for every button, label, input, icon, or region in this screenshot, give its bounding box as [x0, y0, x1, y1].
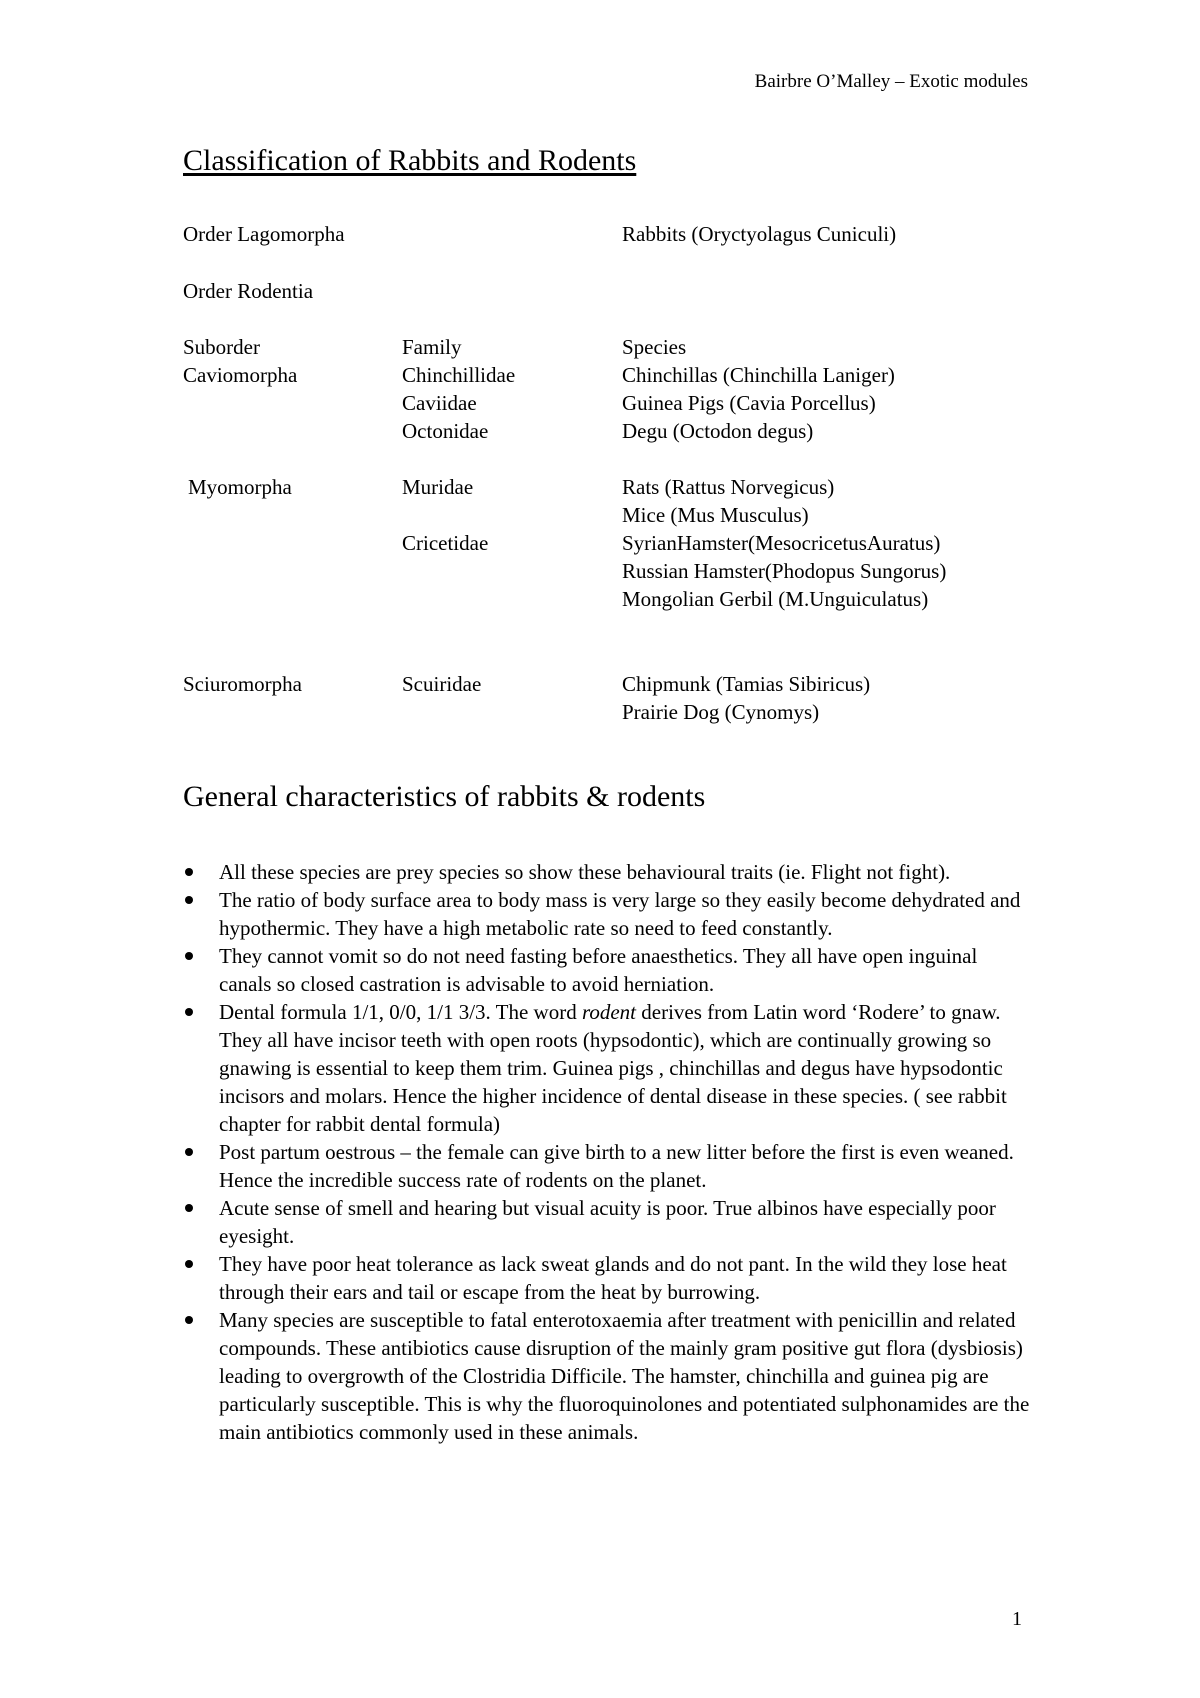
header-suborder: Suborder	[183, 335, 260, 359]
page-title: Classification of Rabbits and Rodents	[183, 144, 637, 177]
family-cell: Muridae	[402, 475, 474, 499]
order-rodentia-label: Order Rodentia	[183, 279, 314, 303]
bullet-icon	[185, 896, 193, 904]
page-number: 1	[1012, 1608, 1022, 1630]
list-item-text: All these species are prey species so show these behavioural traits (ie. Flight not fight).	[219, 860, 951, 884]
family-cell: Caviidae	[402, 391, 477, 415]
page-header: Bairbre O’Malley – Exotic modules	[754, 71, 1028, 92]
list-item	[183, 886, 1033, 942]
species-cell: Rats (Rattus Norvegicus)	[622, 475, 835, 499]
family-cell: Chinchillidae	[402, 363, 516, 387]
suborder-sciuromorpha: Sciuromorpha	[183, 672, 302, 696]
family-cell: Octonidae	[402, 419, 489, 443]
characteristics-list	[183, 858, 1033, 1446]
header-family: Family	[402, 335, 462, 359]
list-item	[183, 942, 1033, 998]
bullet-icon	[185, 1008, 193, 1016]
list-item-text: Post partum oestrous – the female can give birth to a new litter before the first is even weaned. Hence the incredible success rate of rodents on the planet.	[219, 1140, 1014, 1192]
list-item-text: Acute sense of smell and hearing but visual acuity is poor. True albinos have especially poor eyesight.	[219, 1196, 996, 1248]
species-cell: Prairie Dog (Cynomys)	[622, 700, 820, 724]
suborder-myomorpha: Myomorpha	[188, 475, 292, 499]
list-item	[183, 1194, 1033, 1250]
bullet-icon	[185, 1148, 193, 1156]
list-item-text: Many species are susceptible to fatal enterotoxaemia after treatment with penicillin and related compounds. These antibiotics cause disruption of the mainly gram positive gut flora (dysbiosis) leading to overgrowth of the Clostridia Difficile. The hamster, chinchilla and guinea pig are particularly susceptible. This is why the fluoroquinolones and potentiated sulphonamides are the main antibiotics commonly used in these animals.	[219, 1308, 1030, 1444]
list-item-text: They have poor heat tolerance as lack sweat glands and do not pant. In the wild they lose heat through their ears and tail or escape from the heat by burrowing.	[219, 1252, 1007, 1304]
bullet-icon	[185, 1260, 193, 1268]
emphasis-word: rodent	[581, 1000, 637, 1024]
suborder-caviomorpha: Caviomorpha	[183, 363, 298, 387]
order-lagomorpha-species: Rabbits (Oryctyolagus Cuniculi)	[622, 222, 897, 246]
species-cell: Guinea Pigs (Cavia Porcellus)	[622, 391, 876, 415]
bullet-icon	[185, 1204, 193, 1212]
bullet-icon	[185, 1316, 193, 1324]
section-heading: General characteristics of rabbits & rodents	[183, 780, 706, 813]
list-item-text-post: derives from Latin word ‘Rodere’ to gnaw. They all have incisor teeth with open roots (hypsodontic), which are continually growing so gnawing is essential to keep them trim. Guinea pigs , chinchillas and degus have hypsodontic incisors and molars. Hence the higher incidence of dental disease in these species. ( see rabbit chapter for rabbit dental formula)	[219, 1000, 1007, 1136]
list-item	[183, 1306, 1033, 1446]
family-cell: Cricetidae	[402, 531, 489, 555]
species-cell: Chinchillas (Chinchilla Laniger)	[622, 363, 895, 387]
list-item-text: They cannot vomit so do not need fasting before anaesthetics. They all have open inguinal canals so closed castration is advisable to avoid herniation.	[219, 944, 978, 996]
species-cell: Degu (Octodon degus)	[622, 419, 814, 443]
list-item-text-pre: Dental formula 1/1, 0/0, 1/1 3/3. The word	[219, 1000, 582, 1024]
species-cell: Chipmunk (Tamias Sibiricus)	[622, 672, 871, 696]
family-cell: Scuiridae	[402, 672, 482, 696]
list-item	[183, 858, 1033, 886]
list-item-text: The ratio of body surface area to body mass is very large so they easily become dehydrated and hypothermic. They have a high metabolic rate so need to feed constantly.	[219, 888, 1021, 940]
bullet-icon	[185, 868, 193, 876]
species-cell: Mongolian Gerbil (M.Unguiculatus)	[622, 587, 929, 611]
species-cell: SyrianHamster(MesocricetusAuratus)	[622, 531, 941, 555]
order-lagomorpha-label: Order Lagomorpha	[183, 222, 345, 246]
header-species: Species	[622, 335, 687, 359]
species-cell: Russian Hamster(Phodopus Sungorus)	[622, 559, 947, 583]
list-item	[183, 1250, 1033, 1306]
list-item	[183, 1138, 1033, 1194]
bullet-icon	[185, 952, 193, 960]
species-cell: Mice (Mus Musculus)	[622, 503, 809, 527]
list-item	[183, 998, 1033, 1138]
